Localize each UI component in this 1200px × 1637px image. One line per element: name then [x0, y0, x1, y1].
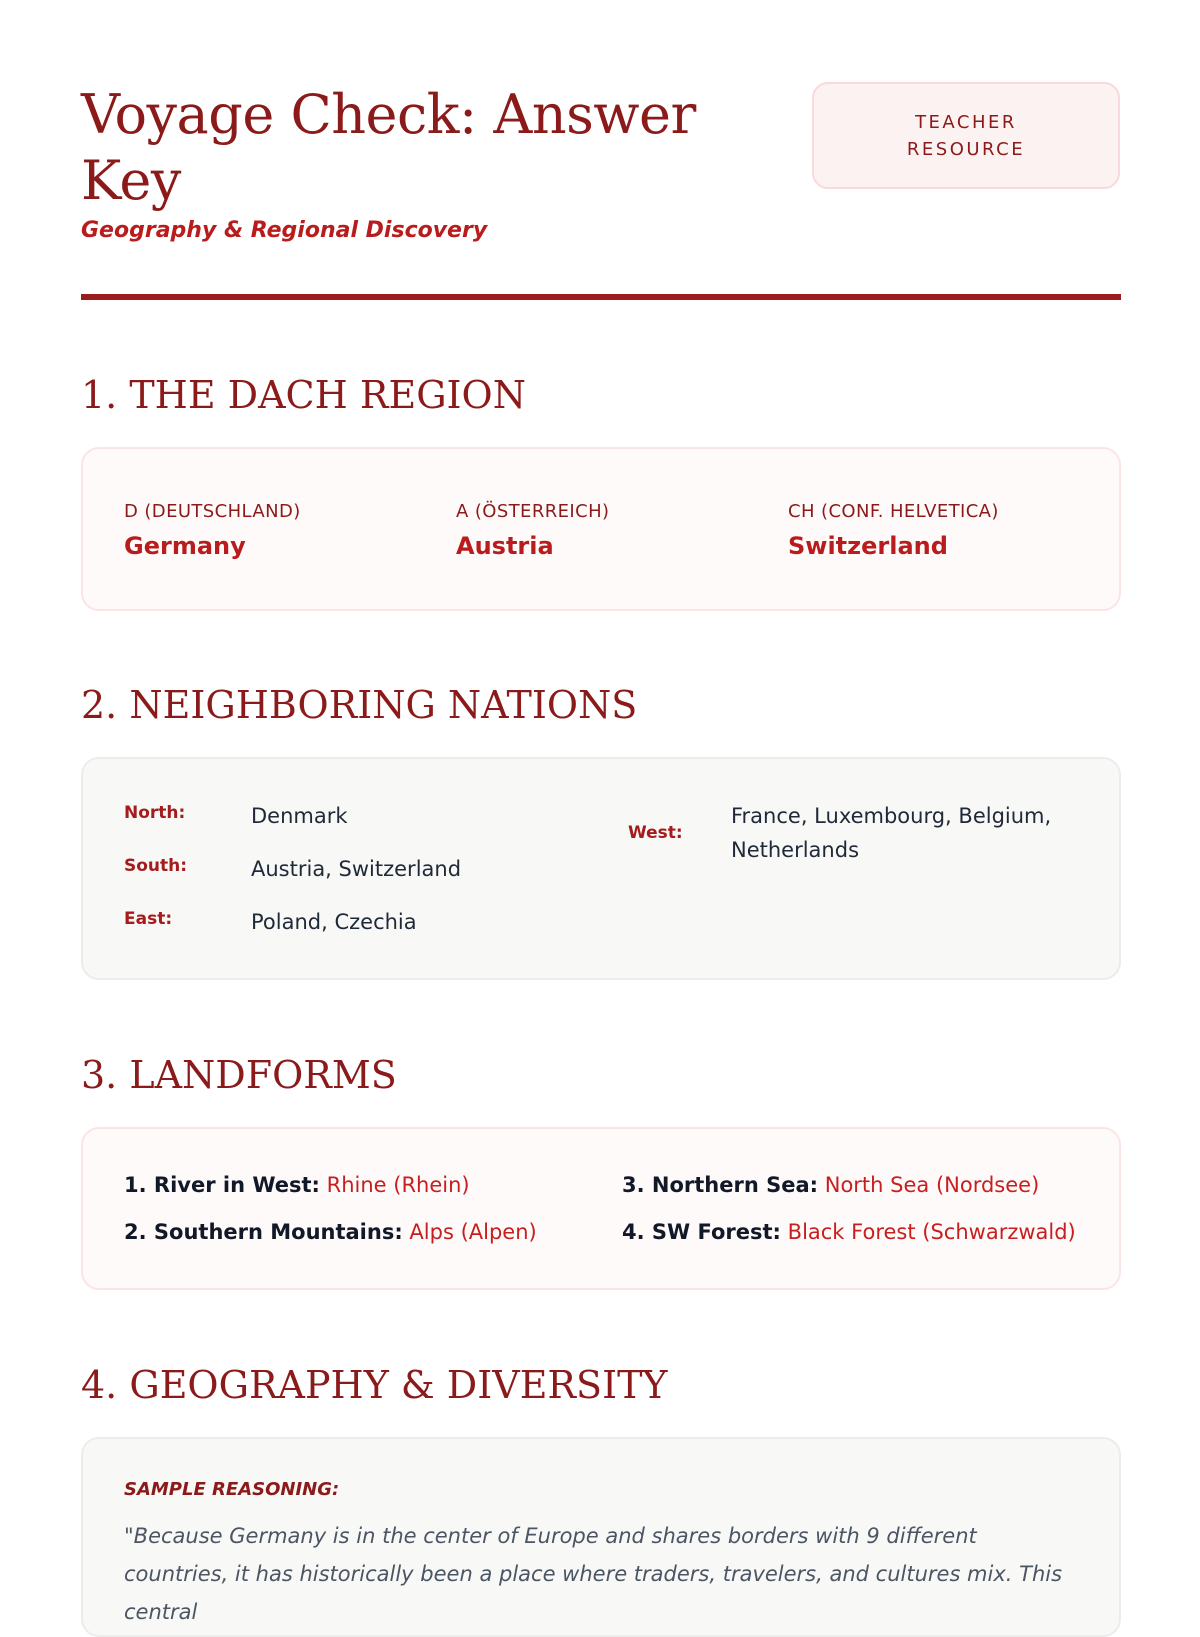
neighbors-card	[81, 757, 1121, 980]
neighbor-row-south	[124, 852, 461, 886]
landform-prompt: 2. Southern Mountains:	[124, 1220, 403, 1244]
header-divider	[81, 294, 1121, 300]
landforms-card	[81, 1127, 1121, 1290]
dach-item-switzerland	[788, 501, 999, 560]
page-subtitle: Geography & Regional Discovery	[81, 218, 488, 243]
neighbor-value: Denmark	[251, 804, 348, 828]
landform-item	[124, 1173, 470, 1197]
page-title: Voyage Check: Answer Key	[81, 83, 696, 212]
dach-code: A (ÖSTERREICH)	[456, 501, 610, 522]
reasoning-card	[81, 1437, 1121, 1637]
landform-prompt: 4. SW Forest:	[622, 1220, 781, 1244]
dach-country: Switzerland	[788, 532, 948, 560]
section-heading-dach: 1. THE DACH REGION	[81, 373, 526, 417]
neighbor-label: North:	[124, 803, 186, 823]
dach-country: Germany	[124, 532, 246, 560]
landform-prompt: 1. River in West:	[124, 1173, 320, 1197]
landform-answer: Rhine (Rhein)	[326, 1173, 470, 1197]
neighbor-label: West:	[628, 823, 683, 843]
badge-line-1: TEACHER	[915, 111, 1017, 133]
landform-item	[622, 1220, 1076, 1244]
neighbor-value: Austria, Switzerland	[251, 857, 462, 881]
section-heading-landforms: 3. LANDFORMS	[81, 1053, 397, 1097]
landform-answer: North Sea (Nordsee)	[824, 1173, 1040, 1197]
dach-code: CH (CONF. HELVETICA)	[788, 501, 999, 522]
teacher-resource-badge	[812, 82, 1120, 189]
dach-item-germany	[124, 501, 301, 560]
sample-reasoning-text: "Because Germany is in the center of Europe and shares borders with 9 different countries, it has historically been a place where traders, travelers, and cultures mix. This central	[124, 1524, 1063, 1624]
section-heading-neighbors: 2. NEIGHBORING NATIONS	[81, 683, 638, 727]
neighbor-value: Poland, Czechia	[251, 910, 417, 934]
landform-item	[124, 1220, 537, 1244]
landform-item	[622, 1173, 1039, 1197]
dach-item-austria	[456, 501, 609, 560]
neighbor-row-north	[124, 799, 348, 833]
landform-answer: Black Forest (Schwarzwald)	[787, 1220, 1076, 1244]
landform-answer: Alps (Alpen)	[409, 1220, 537, 1244]
landform-prompt: 3. Northern Sea:	[622, 1173, 819, 1197]
neighbor-row-west	[628, 799, 1081, 867]
dach-card	[81, 447, 1121, 611]
neighbor-label: South:	[124, 856, 188, 876]
badge-line-2: RESOURCE	[906, 138, 1026, 160]
dach-code: D (DEUTSCHLAND)	[124, 501, 301, 522]
sample-reasoning-label: SAMPLE REASONING:	[124, 1479, 340, 1500]
dach-country: Austria	[456, 532, 554, 560]
section-heading-diversity: 4. GEOGRAPHY & DIVERSITY	[81, 1363, 668, 1407]
neighbor-value: France, Luxembourg, Belgium, Netherlands	[731, 804, 1052, 862]
neighbor-row-east	[124, 905, 417, 939]
neighbor-label: East:	[124, 909, 173, 929]
